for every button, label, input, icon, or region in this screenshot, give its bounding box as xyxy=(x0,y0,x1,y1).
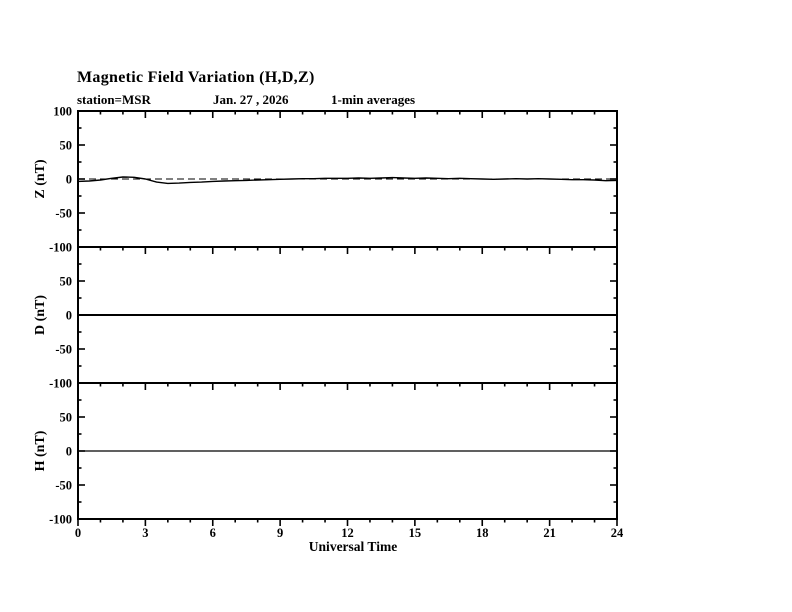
y-tick-label: -50 xyxy=(55,206,72,221)
date-label: Jan. 27 , 2026 xyxy=(213,92,289,107)
y-axis-label-d: D (nT) xyxy=(33,294,48,336)
x-axis-title: Universal Time xyxy=(308,539,398,554)
y-axis-label-z: Z (nT) xyxy=(33,159,48,199)
x-tick-label: 18 xyxy=(476,526,489,540)
y-tick-label: -100 xyxy=(49,512,72,527)
chart-title: Magnetic Field Variation (H,D,Z) xyxy=(77,69,315,86)
x-axis-labels xyxy=(75,526,624,540)
y-tick-label: 50 xyxy=(59,274,72,289)
x-tick-label: 9 xyxy=(277,526,284,540)
y-tick-label: 100 xyxy=(53,104,72,119)
y-tick-label: 0 xyxy=(65,172,72,187)
averaging-label: 1-min averages xyxy=(331,92,416,107)
y-tick-label: -100 xyxy=(49,240,72,255)
panel-z xyxy=(33,105,617,255)
y-tick-label: -50 xyxy=(55,342,72,357)
y-tick-label: 0 xyxy=(65,444,72,459)
y-tick-label: 0 xyxy=(65,308,72,323)
y-tick-label: 50 xyxy=(59,138,72,153)
x-tick-label: 21 xyxy=(543,526,556,540)
y-tick-label: -50 xyxy=(55,478,72,493)
station-label: station=MSR xyxy=(77,92,151,107)
x-tick-label: 12 xyxy=(341,526,354,540)
z-series-line xyxy=(78,177,617,183)
y-tick-label: 50 xyxy=(59,410,72,425)
y-axis-label-h: H (nT) xyxy=(33,430,48,472)
x-tick-label: 0 xyxy=(74,526,82,540)
x-tick-label: 24 xyxy=(610,526,624,540)
x-tick-label: 3 xyxy=(142,526,149,540)
x-tick-label: 15 xyxy=(408,526,422,540)
panel-h xyxy=(33,383,617,527)
panel-d xyxy=(33,247,617,391)
y-tick-label: -100 xyxy=(49,376,72,391)
x-tick-label: 6 xyxy=(209,526,216,540)
